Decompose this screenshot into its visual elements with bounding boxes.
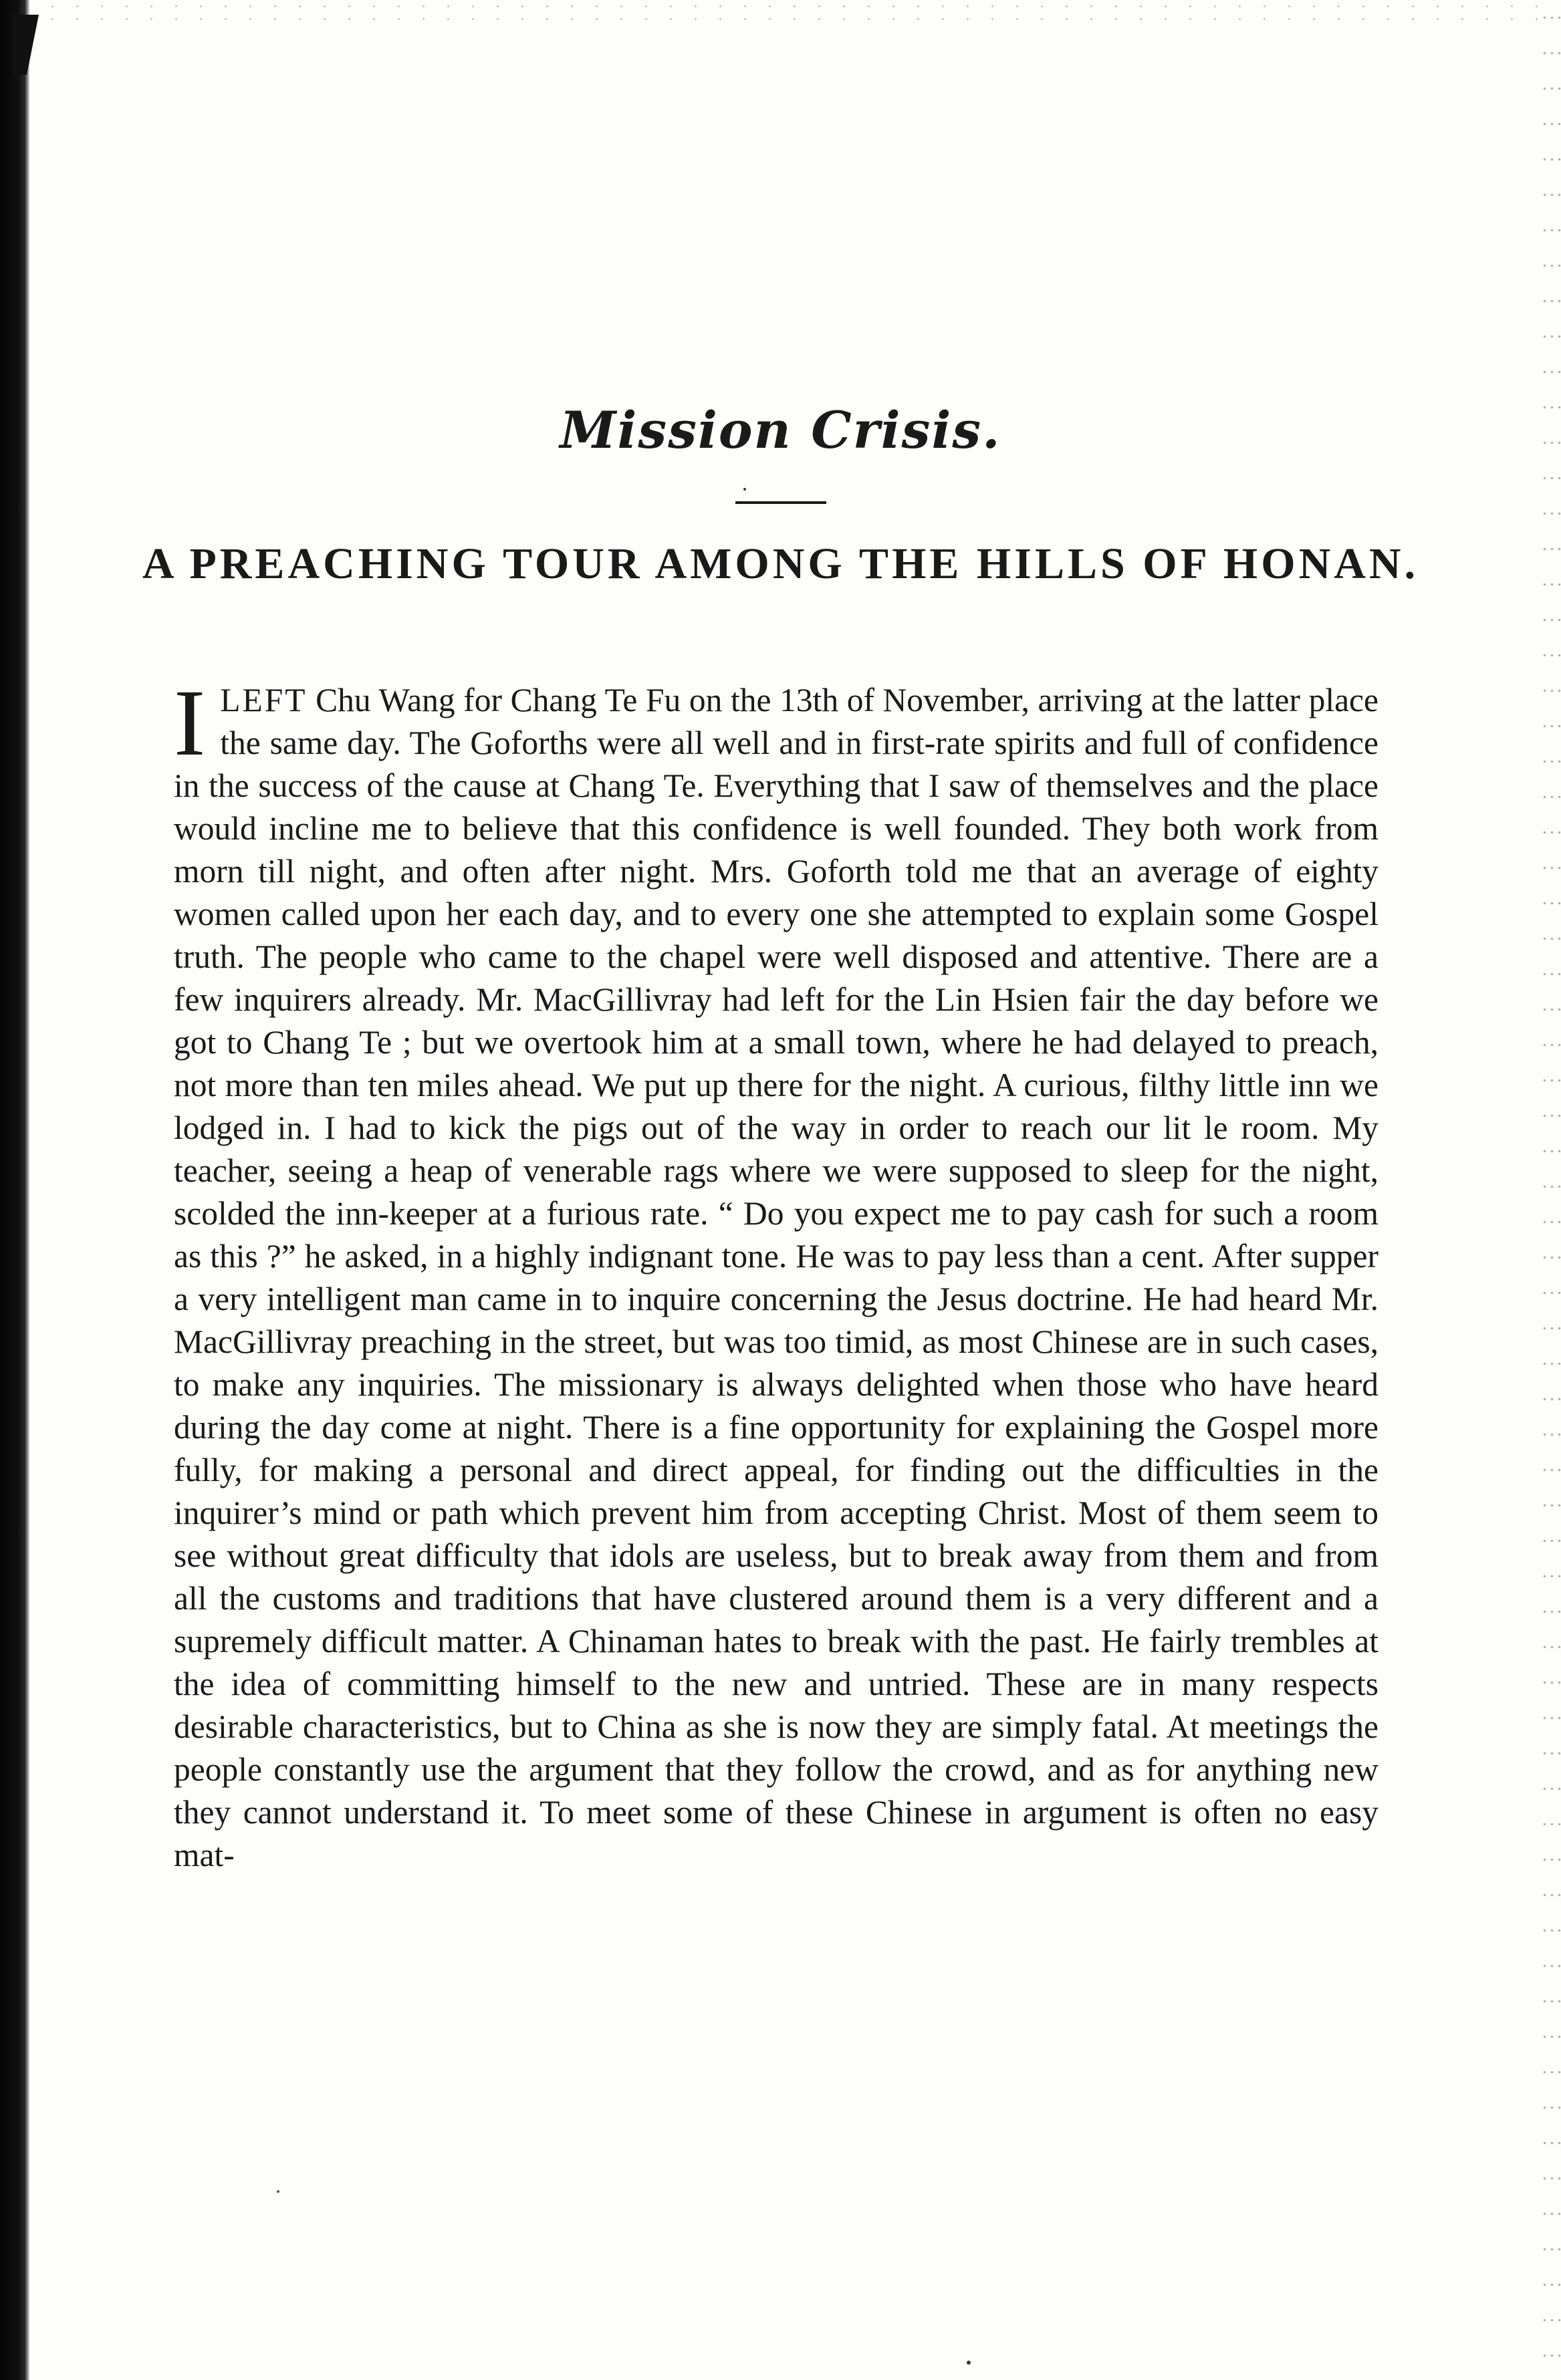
title-rule [735,501,826,504]
first-word: LEFT [220,682,308,718]
drop-cap: I [174,670,206,775]
binding-notch [12,15,39,75]
title-dot [743,488,746,491]
article-body [174,670,1378,1877]
page-title: Mission Crisis. [560,400,1001,460]
article-body-text: Chu Wang for Chang Te Fu on the 13th of November, arriving at the latter place the same day. The Goforths were all well and in first-rate spirits and full of confidence in the success of the cause at Chang Te. Everything that I saw of themselves and the place would incline me to believe that this confidence is well founded. They both work from morn till night, and often after night. Mrs. Goforth told me that an average of eighty women called upon her each day, and to every one she attempted to explain some Gospel truth. The people who came to the chapel were well disposed and attentive. There are a few inquirers already. Mr. MacGillivray had left for the Lin Hsien fair the day before we got to Chang Te ; but we overtook him at a small town, where he had delayed to preach, not more than ten miles ahead. We put up there for the night. A curious, filthy little inn we lodged in. I had to kick the pigs out of the way in order to reach our lit le room. My teacher, seeing a heap of venerable rags where we were supposed to sleep for the night, scolded the inn-keeper at a furious rate. “ Do you expect me to pay cash for such a room as this ?” he asked, in a highly indignant tone. He was to pay less than a cent. After supper a very intelligent man came in to inquire concerning the Jesus doctrine. He had heard Mr. MacGillivray preaching in the street, but was too timid, as most Chinese are in such cases, to make any inquiries. The missionary is always delighted when those who have heard during the day come at night. There is a fine opportunity for explaining the Gospel more fully, for making a personal and direct appeal, for finding out the difficulties in the inquirer’s mind or path which prevent him from accepting Christ. Most of them seem to see without great difficulty that idols are useless, but to break away from them and from all the customs and traditions that have clustered around them is a very different and a supremely difficult matter. A Chinaman hates to break with the past. He fairly trembles at the idea of committing himself to the new and untried. These are in many respects desirable characteristics, but to China as she is now they are simply fatal. At meetings the people constantly use the argument that they follow the crowd, and as for anything new they cannot understand it. To meet some of these Chinese in argument is often no easy mat- [174,682,1378,1873]
article-subtitle: A PREACHING TOUR AMONG THE HILLS OF HONAN. [142,539,1419,588]
bottom-mark [967,2361,971,2365]
scan-noise-top [40,0,1551,27]
binding-edge [0,0,29,2380]
scan-noise-right [1541,0,1561,2380]
stray-mark [277,2190,279,2193]
